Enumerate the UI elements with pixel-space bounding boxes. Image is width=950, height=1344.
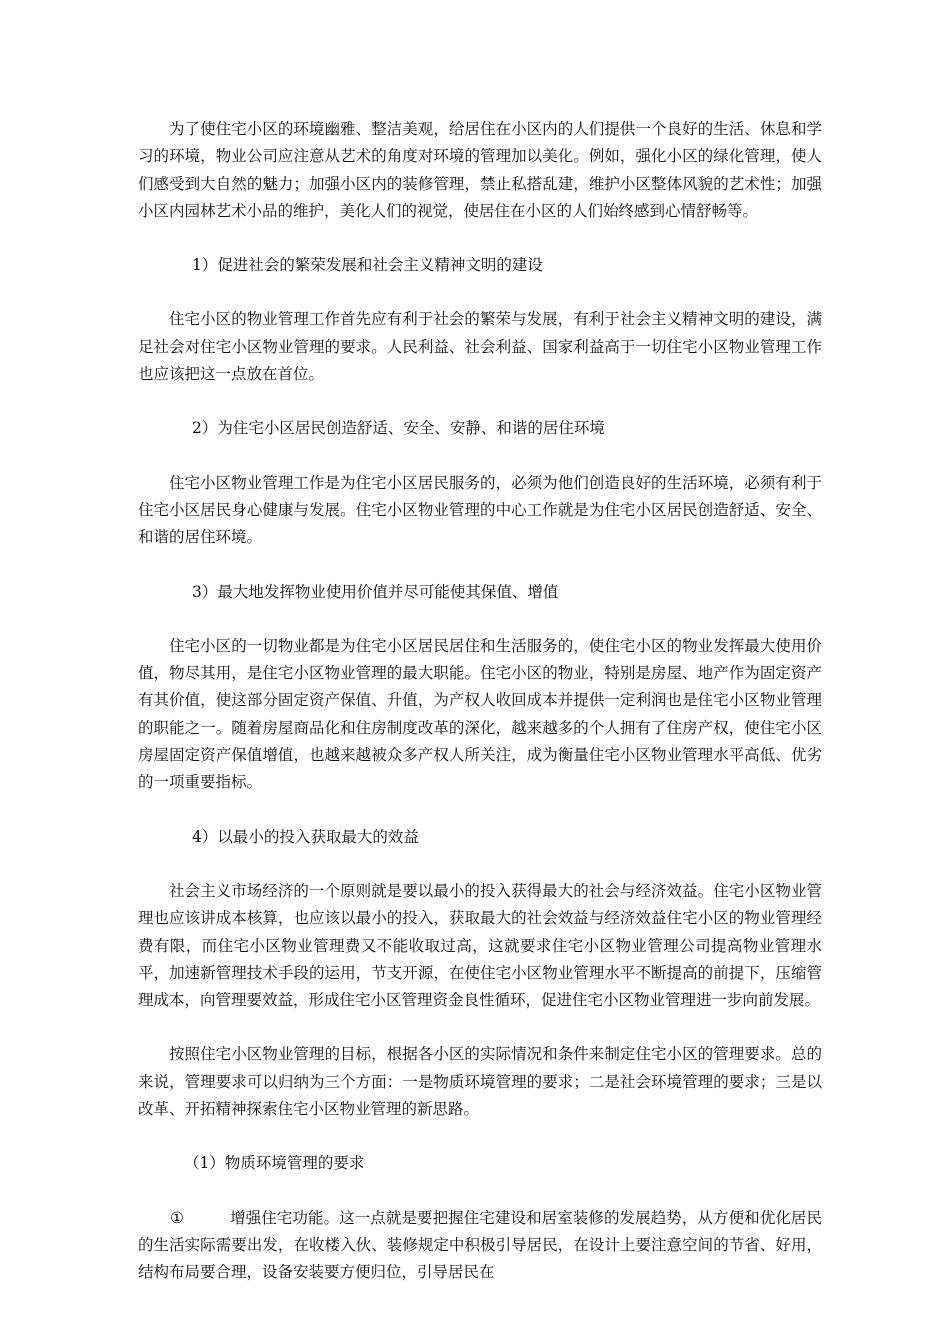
- heading-1: 1）促进社会的繁荣发展和社会主义精神文明的建设: [192, 256, 543, 275]
- document-body: [138, 116, 822, 1287]
- paragraph-management-requirements: 按照住宅小区物业管理的目标，根据各小区的实际情况和条件来制定住宅小区的管理要求。总的来说，管理要求可以归纳为三个方面：一是物质环境管理的要求；二是社会环境管理的要求；三是以改革、开拓精神探索住宅小区物业管理的新思路。: [138, 1045, 822, 1119]
- sub-heading-physical-environment: （1）物质环境管理的要求: [184, 1154, 365, 1173]
- paragraph-environment-beautify: 为了使住宅小区的环境幽雅、整洁美观，给居住在小区内的人们提供一个良好的生活、休息和学习的环境，物业公司应注意从艺术的角度对环境的管理加以美化。例如，强化小区的绿化管理，使人们感受到大自然的魅力；加强小区内的装修管理，禁止私搭乱建，维护小区整体风貌的艺术性；加强小区内园林艺术小品的维护，美化人们的视觉，使居住在小区的人们始终感到心情舒畅等。: [138, 120, 822, 220]
- heading-4: 4）以最小的投入获取最大的效益: [192, 827, 419, 846]
- item-number: ①: [170, 1208, 184, 1227]
- list-item-housing-function: [138, 1205, 822, 1287]
- heading-2: 2）为住宅小区居民创造舒适、安全、安静、和谐的居住环境: [192, 419, 605, 438]
- paragraph-cost-efficiency: 社会主义市场经济的一个原则就是要以最小的投入获得最大的社会与经济效益。住宅小区物业管理也应该讲成本核算，也应该以最小的投入，获取最大的社会效益与经济效益住宅小区的物业管理经费有限，而住宅小区物业管理费又不能收取过高，这就要求住宅小区物业管理公司提高物业管理水平，加速新管理技术手段的运用，节支开源，在使住宅小区物业管理水平不断提高的前提下，压缩管理成本，向管理要效益，形成住宅小区管理资金良性循环，促进住宅小区物业管理进一步向前发展。: [138, 881, 822, 1010]
- heading-3: 3）最大地发挥物业使用价值并尽可能使其保值、增值: [192, 582, 559, 601]
- paragraph-social-prosperity: 住宅小区的物业管理工作首先应有利于社会的繁荣与发展，有利于社会主义精神文明的建设，满足社会对住宅小区物业管理的要求。人民利益、社会利益、国家利益高于一切住宅小区物业管理工作也应该把这一点放在首位。: [138, 310, 822, 384]
- paragraph-property-value: 住宅小区的一切物业都是为住宅小区居民居住和生活服务的，使住宅小区的物业发挥最大使用价值，物尽其用，是住宅小区物业管理的最大职能。住宅小区的物业，特别是房屋、地产作为固定资产有其价值，使这部分固定资产保值、升值，为产权人收回成本并提供一定利润也是住宅小区物业管理的职能之一。随着房屋商品化和住房制度改革的深化，越来越多的个人拥有了住房产权，使住宅小区房屋固定资产保值增值，也越来越被众多产权人所关注，成为衡量住宅小区物业管理水平高低、优劣的一项重要指标。: [138, 636, 822, 792]
- item-text: 增强住宅功能。这一点就是要把握住宅建设和居室装修的发展趋势，从方便和优化居民的生活实际需要出发，在收楼入伙、装修规定中积极引导居民，在设计上要注意空间的节省、好用，结构布局要合理，设备安装要方便归位，引导居民在: [138, 1208, 822, 1282]
- paragraph-living-environment: 住宅小区物业管理工作是为住宅小区居民服务的，必须为他们创造良好的生活环境，必须有利于住宅小区居民身心健康与发展。住宅小区物业管理的中心工作就是为住宅小区居民创造舒适、安全、和谐的居住环境。: [138, 473, 822, 547]
